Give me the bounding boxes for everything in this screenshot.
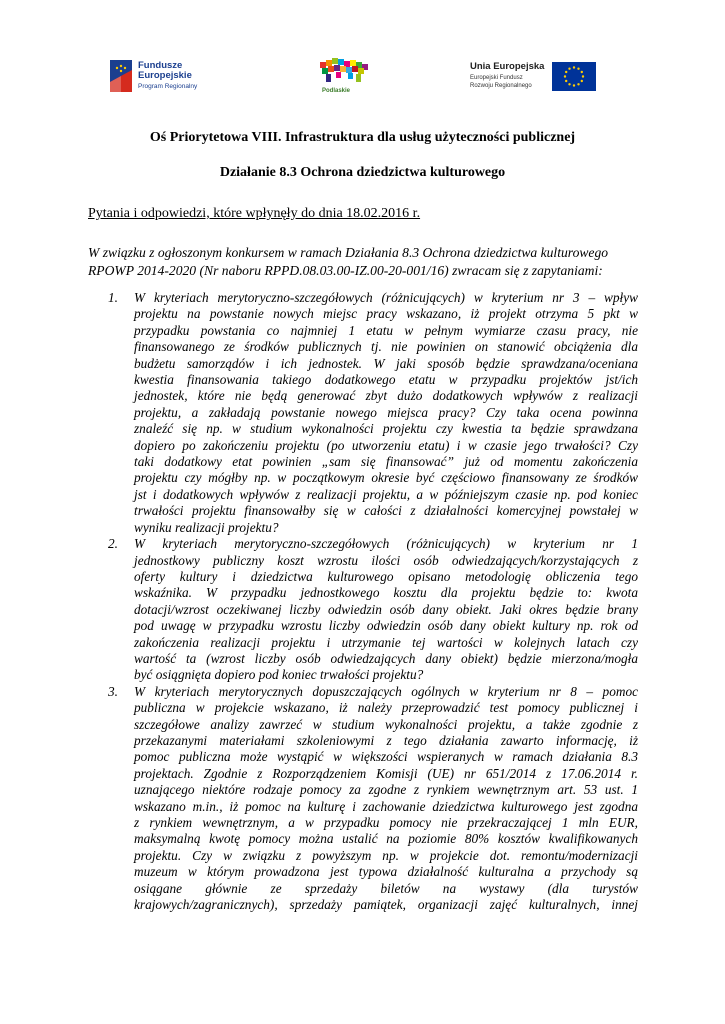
question-line: krajowych/zagranicznych), sprzedaży pamiątek, organizacji zajęć kulturalnych, innej bbox=[134, 897, 638, 913]
intro-line: RPOWP 2014-2020 (Nr naboru RPPD.08.03.00-IZ.00-20-001/16) zwracam się z zapytaniami: bbox=[88, 263, 603, 278]
question-line: maksymalną kwotę pomocy można ustalić na poziomie 80% kosztów kwalifikowanych bbox=[134, 831, 638, 847]
question-3 bbox=[88, 684, 638, 914]
question-line: przekazanymi materiałami szkoleniowymi z tego działania zawarto informację, iż bbox=[134, 732, 638, 748]
question-line: kwestia finansowania takiego dodatkowego etatu w przypadku projektów jst/ich bbox=[134, 372, 638, 388]
question-line: projektu. Czy w związku z powyższym np. w projekcie dot. remontu/modernizacji bbox=[134, 847, 638, 863]
intro-line: W związku z ogłoszonym konkursem w ramach Działania 8.3 Ochrona dziedzictwa kulturowego bbox=[88, 245, 609, 260]
question-number: 1. bbox=[108, 290, 118, 305]
ue-logo-line3: Rozwoju Regionalnego bbox=[470, 83, 532, 89]
question-line: publiczna w projekcie wskazano, iż należy przeprowadzić test pomocy publicznej i bbox=[134, 700, 638, 716]
qa-date-heading: Pytania i odpowiedzi, które wpłynęły do dnia 18.02.2016 r. bbox=[88, 206, 421, 221]
eu-flag-icon bbox=[552, 62, 596, 91]
logo-header bbox=[0, 56, 725, 104]
question-line: dotacji/wzrost oczekiwanej liczby odwiedzin osób dany obiekt. Jaki okres będzie brany bbox=[134, 601, 638, 617]
question-line: jednostkowy publiczny koszt wzrostu ilości osób odwiedzających/korzystających z bbox=[134, 552, 638, 568]
ue-logo-line2: Europejski Fundusz bbox=[470, 75, 523, 81]
question-line: muzeum w którym prowadzona jest typowa działalność kulturalna a przychody są bbox=[134, 864, 638, 880]
question-line: projektu na powstanie nowych miejsc pracy wskazano, iż projekt otrzyma 5 pkt w bbox=[134, 306, 638, 322]
fe-logo-line2: Europejskie bbox=[138, 69, 192, 81]
podlaskie-label: Podlaskie bbox=[321, 88, 350, 94]
intro-paragraph bbox=[88, 244, 638, 280]
question-line: projektu czy mógłby np. w początkowym okresie być częściowo finansowany ze środków bbox=[134, 470, 638, 486]
question-line: jednostek, które nie będą generować zbyt dużo dodatkowych wpływów z realizacji bbox=[134, 388, 638, 404]
question-line: zakończenia realizacji projektu i utrzymanie tej wartości w kolejnych latach czy bbox=[134, 634, 638, 650]
question-line: projektu, a zakładają powstanie nowego miejsca pracy? Czy taka ocena powinna bbox=[134, 404, 638, 420]
question-line: z rynkiem wewnętrznym, a w przypadku pomocy nie przekraczającej 1 mln EUR, bbox=[134, 815, 638, 830]
fe-logo-line3: Program Regionalny bbox=[138, 82, 198, 90]
document-subtitle: Działanie 8.3 Ochrona dziedzictwa kulturowego bbox=[219, 165, 506, 180]
question-line: budżetu samorządów i ich jednostek. W jaki sposób będzie sprawdzana/oceniana bbox=[134, 355, 638, 371]
question-line: wartość ta (wzrost liczby osób odwiedzających dany obiekt) będzie mierzona/mogła bbox=[134, 650, 638, 666]
question-line: taki dodatkowy etat powinien „sam się finansować” już od momentu zakończenia bbox=[134, 454, 638, 470]
ue-logo-line1: Unia Europejska bbox=[470, 61, 545, 72]
question-line: pomoc publiczna może wystąpić w większości wspieranych w ramach działania 8.3 bbox=[134, 749, 638, 765]
question-line: pod uwagę w przypadku wzrostu liczby odwiedzin osób dany obiekt kultury np. rok od bbox=[134, 618, 638, 634]
question-line: być osiągnięta dopiero pod koniec trwałości projektu? bbox=[134, 667, 424, 683]
question-line: finansowanego ze środków publicznych tj. nie powinien on stanowić obciążenia dla bbox=[134, 339, 638, 355]
question-line: W kryteriach merytorycznych dopuszczających ogólnych w kryterium nr 8 – pomoc bbox=[134, 683, 638, 699]
question-line: uznającego niektóre rodzaje pomocy za zgodne z rynkiem wewnętrznym art. 53 ust. 1 bbox=[134, 782, 638, 798]
question-line: wskaźnika. W przypadku jednostkowego kosztu dla projektu będzie to: kwota bbox=[134, 585, 638, 601]
question-line: znaleźć się np. w studium wykonalności projektu czy kwestia ta będzie sprawdzana bbox=[134, 421, 638, 437]
question-number: 2. bbox=[108, 536, 118, 552]
question-line: szczegółowe analizy zawrzeć w studium wykonalności projektu, a także zgodnie z bbox=[134, 716, 638, 732]
unia-europejska-logo bbox=[470, 62, 596, 91]
question-line: wskazano m.in., iż pomoc na kulturę i zachowanie dziedzictwa kulturowego jest zgodna bbox=[134, 798, 638, 814]
question-number: 3. bbox=[108, 683, 118, 699]
podlaskie-bison-icon bbox=[316, 56, 380, 88]
question-1 bbox=[88, 290, 638, 536]
podlaskie-logo bbox=[316, 56, 380, 104]
fe-logo-line1: Fundusze bbox=[138, 59, 183, 71]
question-line: W kryteriach merytoryczno-szczegółowych (różnicujących) w kryterium nr 1 bbox=[134, 536, 638, 552]
question-line: wyniku realizacji projektu? bbox=[134, 519, 279, 535]
question-list bbox=[88, 290, 638, 913]
question-line: dopiero po zakończeniu projektu (po utworzeniu etatu) i w czasie jego trwałości? Czy bbox=[134, 437, 638, 453]
fe-flag-icon bbox=[110, 60, 132, 92]
question-line: osiągane głównie ze sprzedaży biletów na wystawy (dla turystów bbox=[134, 880, 638, 896]
question-line: trwałości projektu finansowałby się w całości z działalności komercyjnej powstałej w bbox=[134, 503, 638, 519]
question-2 bbox=[88, 536, 638, 684]
question-line: oferty kultury i dziedzictwa kulturowego opisano metodologię obliczenia tego bbox=[134, 568, 638, 584]
document-title: Oś Priorytetowa VIII. Infrastruktura dla usług użyteczności publicznej bbox=[149, 130, 576, 145]
question-line: przypadku powstania co najmniej 1 etatu w pełnym wymiarze czasu pracy, nie bbox=[134, 322, 638, 338]
question-line: W kryteriach merytoryczno-szczegółowych (różnicujących) w kryterium nr 3 – wpływ bbox=[134, 290, 638, 305]
question-line: projektach. Zgodnie z Rozporządzeniem Komisji (UE) nr 651/2014 z 17.06.2014 r. bbox=[134, 765, 638, 781]
question-line: jst i dodatkowych wpływów z realizacji projektu, a w późniejszym czasie np. pod koniec bbox=[134, 486, 638, 502]
fundusze-europejskie-logo bbox=[110, 60, 197, 92]
